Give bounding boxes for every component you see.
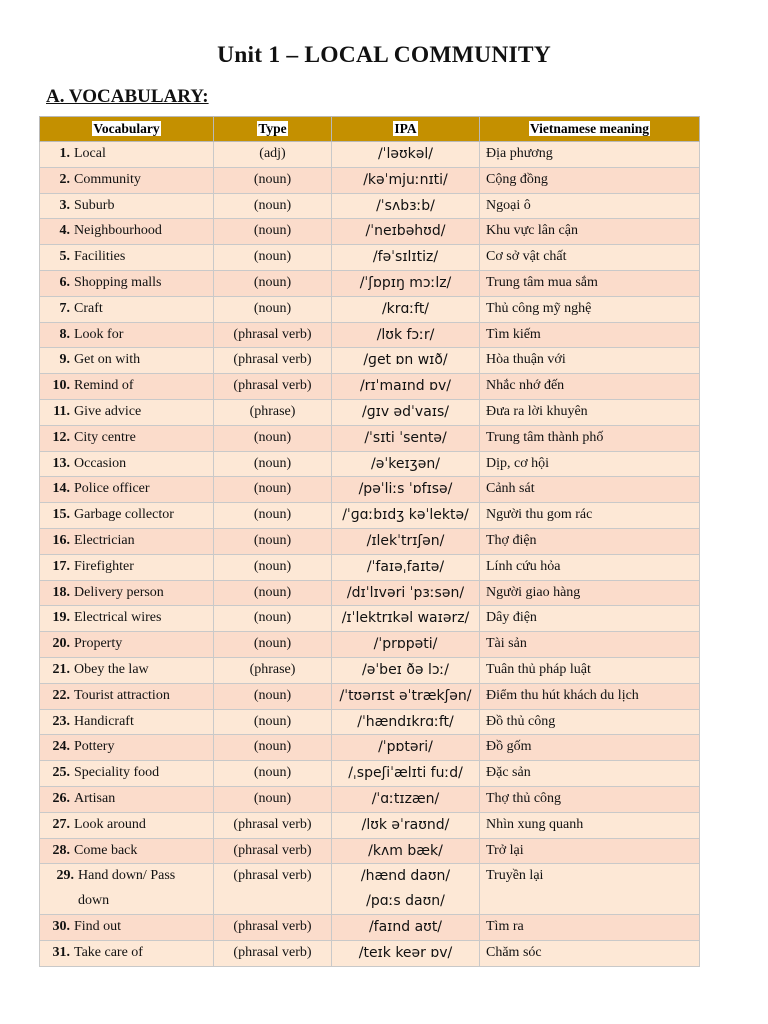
vocabulary-word: Facilities <box>74 249 126 265</box>
cell-meaning: Tìm ra <box>480 914 700 940</box>
vocabulary-word: Firefighter <box>74 558 134 574</box>
row-number: 17. <box>52 558 70 574</box>
cell-ipa: /ˈtʊərɪst əˈtrækʃən/ <box>332 683 480 709</box>
row-number: 19. <box>52 610 70 626</box>
vocabulary-word: Take care of <box>74 944 143 960</box>
cell-ipa: /ˈfaɪəˌfaɪtə/ <box>332 554 480 580</box>
row-number: 23. <box>52 713 70 729</box>
cell-meaning: Địa phương <box>480 142 700 168</box>
cell-type: (noun) <box>214 477 332 503</box>
row-number: 30. <box>52 918 70 934</box>
cell-meaning: Thợ thủ công <box>480 786 700 812</box>
vocabulary-word: Property <box>74 636 123 652</box>
cell-vocabulary <box>40 399 214 425</box>
vocabulary-table <box>39 116 700 967</box>
cell-ipa: /ɪˈlektrɪkəl waɪərz/ <box>332 606 480 632</box>
cell-ipa: /lʊk əˈraʊnd/ <box>332 812 480 838</box>
row-number: 13. <box>52 455 70 471</box>
table-row <box>40 193 700 219</box>
cell-ipa: /faɪnd aʊt/ <box>332 914 480 940</box>
cell-ipa: /krɑːft/ <box>332 296 480 322</box>
cell-meaning: Trung tâm thành phố <box>480 425 700 451</box>
cell-vocabulary <box>40 786 214 812</box>
cell-vocabulary <box>40 451 214 477</box>
table-row <box>40 864 700 915</box>
cell-type: (phrasal verb) <box>214 940 332 966</box>
cell-type: (phrasal verb) <box>214 864 332 915</box>
row-number: 14. <box>52 481 70 497</box>
cell-type: (noun) <box>214 632 332 658</box>
column-header-vocabulary: Vocabulary <box>40 117 214 142</box>
cell-type: (noun) <box>214 580 332 606</box>
cell-type: (phrase) <box>214 399 332 425</box>
cell-meaning: Nhắc nhớ đến <box>480 374 700 400</box>
row-number: 22. <box>52 687 70 703</box>
vocabulary-word: Garbage collector <box>74 507 174 523</box>
row-number: 11. <box>53 403 70 419</box>
vocabulary-word: Handicraft <box>74 713 134 729</box>
cell-vocabulary <box>40 940 214 966</box>
section-heading: A. VOCABULARY: <box>46 86 209 107</box>
cell-meaning: Cơ sở vật chất <box>480 245 700 271</box>
vocabulary-word: City centre <box>74 429 136 445</box>
vocabulary-word: Artisan <box>74 790 116 806</box>
cell-meaning: Người thu gom rác <box>480 503 700 529</box>
cell-ipa: /ˈsʌbɜːb/ <box>332 193 480 219</box>
row-number: 31. <box>52 944 70 960</box>
table-row <box>40 245 700 271</box>
cell-meaning: Cộng đồng <box>480 167 700 193</box>
cell-meaning: Dây điện <box>480 606 700 632</box>
row-number: 29. <box>56 868 74 884</box>
table-body <box>40 142 700 967</box>
ipa-line: /hænd daʊn/ <box>360 868 451 885</box>
cell-type: (noun) <box>214 296 332 322</box>
table-row <box>40 914 700 940</box>
cell-type: (phrasal verb) <box>214 348 332 374</box>
cell-ipa: /rɪˈmaɪnd ɒv/ <box>332 374 480 400</box>
cell-ipa: /ɡet ɒn wɪð/ <box>332 348 480 374</box>
cell-type: (noun) <box>214 219 332 245</box>
row-number: 18. <box>52 584 70 600</box>
table-row <box>40 503 700 529</box>
row-number: 7. <box>59 300 70 316</box>
cell-vocabulary <box>40 142 214 168</box>
cell-type: (noun) <box>214 245 332 271</box>
cell-vocabulary <box>40 245 214 271</box>
cell-type: (noun) <box>214 554 332 580</box>
cell-vocabulary <box>40 606 214 632</box>
vocabulary-word: Delivery person <box>74 584 164 600</box>
cell-meaning: Thủ công mỹ nghệ <box>480 296 700 322</box>
table-row <box>40 812 700 838</box>
cell-meaning: Trung tâm mua sắm <box>480 270 700 296</box>
cell-vocabulary <box>40 425 214 451</box>
cell-ipa: /kʌm bæk/ <box>332 838 480 864</box>
cell-vocabulary <box>40 709 214 735</box>
vocabulary-word: Electrical wires <box>74 610 162 626</box>
cell-meaning: Tài sản <box>480 632 700 658</box>
row-number: 15. <box>52 507 70 523</box>
cell-vocabulary <box>40 580 214 606</box>
vocabulary-word: Get on with <box>74 352 141 368</box>
cell-meaning: Đồ thủ công <box>480 709 700 735</box>
vocabulary-word: Electrician <box>74 532 135 548</box>
cell-type: (noun) <box>214 786 332 812</box>
cell-type: (phrase) <box>214 657 332 683</box>
table-row <box>40 477 700 503</box>
table-row <box>40 554 700 580</box>
table-row <box>40 348 700 374</box>
table-row <box>40 657 700 683</box>
cell-type: (adj) <box>214 142 332 168</box>
cell-vocabulary <box>40 838 214 864</box>
table-row <box>40 399 700 425</box>
cell-vocabulary <box>40 528 214 554</box>
cell-meaning: Ngoại ô <box>480 193 700 219</box>
cell-meaning: Truyền lại <box>480 864 700 915</box>
ipa-line: /pɑːs daʊn/ <box>366 893 445 910</box>
table-row <box>40 451 700 477</box>
cell-type: (noun) <box>214 528 332 554</box>
vocabulary-word: Pottery <box>74 739 115 755</box>
cell-type: (phrasal verb) <box>214 838 332 864</box>
table-row <box>40 786 700 812</box>
row-number: 6. <box>59 274 70 290</box>
cell-ipa <box>332 864 480 915</box>
cell-vocabulary <box>40 761 214 787</box>
cell-ipa: /ˈprɒpəti/ <box>332 632 480 658</box>
cell-meaning: Cảnh sát <box>480 477 700 503</box>
cell-ipa: /ˈləʊkəl/ <box>332 142 480 168</box>
cell-type: (noun) <box>214 503 332 529</box>
cell-type: (phrasal verb) <box>214 374 332 400</box>
table-row <box>40 270 700 296</box>
cell-type: (noun) <box>214 709 332 735</box>
cell-meaning: Thợ điện <box>480 528 700 554</box>
cell-type: (noun) <box>214 270 332 296</box>
table-row <box>40 167 700 193</box>
vocabulary-word: Remind of <box>74 378 134 394</box>
row-number: 12. <box>52 429 70 445</box>
vocabulary-word: Neighbourhood <box>74 223 162 239</box>
vocabulary-word: Shopping malls <box>74 274 162 290</box>
column-header-type: Type <box>214 117 332 142</box>
table-row <box>40 142 700 168</box>
cell-vocabulary <box>40 167 214 193</box>
vocabulary-word: Look around <box>74 816 146 832</box>
table-row <box>40 761 700 787</box>
cell-type: (noun) <box>214 193 332 219</box>
row-number: 2. <box>59 171 70 187</box>
cell-ipa: /fəˈsɪlɪtiz/ <box>332 245 480 271</box>
cell-vocabulary <box>40 632 214 658</box>
cell-meaning: Chăm sóc <box>480 940 700 966</box>
vocabulary-word: Craft <box>74 300 103 316</box>
cell-type: (noun) <box>214 167 332 193</box>
row-number: 9. <box>59 352 70 368</box>
table-row <box>40 735 700 761</box>
table-row <box>40 296 700 322</box>
cell-meaning: Đưa ra lời khuyên <box>480 399 700 425</box>
table-row <box>40 632 700 658</box>
cell-meaning: Hòa thuận với <box>480 348 700 374</box>
cell-meaning: Trở lại <box>480 838 700 864</box>
cell-type: (noun) <box>214 683 332 709</box>
cell-vocabulary <box>40 322 214 348</box>
vocabulary-word: Police officer <box>74 481 150 497</box>
cell-ipa: /ˌspeʃiˈælɪti fuːd/ <box>332 761 480 787</box>
cell-ipa: /əˈbeɪ ðə lɔː/ <box>332 657 480 683</box>
table-row <box>40 580 700 606</box>
cell-ipa: /əˈkeɪʒən/ <box>332 451 480 477</box>
cell-vocabulary <box>40 864 214 915</box>
column-header-meaning: Vietnamese meaning <box>480 117 700 142</box>
cell-type: (noun) <box>214 451 332 477</box>
vocabulary-word: Community <box>74 171 141 187</box>
row-number: 16. <box>52 532 70 548</box>
table-row <box>40 709 700 735</box>
cell-vocabulary <box>40 735 214 761</box>
row-number: 4. <box>59 223 70 239</box>
cell-ipa: /ɡɪv ədˈvaɪs/ <box>332 399 480 425</box>
table-row <box>40 528 700 554</box>
table-row <box>40 425 700 451</box>
cell-ipa: /ˈpɒtəri/ <box>332 735 480 761</box>
cell-type: (noun) <box>214 606 332 632</box>
vocabulary-word: Local <box>74 146 106 161</box>
row-number: 5. <box>59 249 70 265</box>
cell-vocabulary <box>40 914 214 940</box>
cell-ipa: /ˈʃɒpɪŋ mɔːlz/ <box>332 270 480 296</box>
cell-vocabulary <box>40 683 214 709</box>
cell-meaning: Dịp, cơ hội <box>480 451 700 477</box>
row-number: 10. <box>52 378 70 394</box>
cell-ipa: /ˈɑːtɪzæn/ <box>332 786 480 812</box>
cell-vocabulary <box>40 812 214 838</box>
table-row <box>40 838 700 864</box>
column-header-ipa: IPA <box>332 117 480 142</box>
cell-meaning: Tuân thủ pháp luật <box>480 657 700 683</box>
vocabulary-word: Obey the law <box>74 661 149 677</box>
cell-vocabulary <box>40 219 214 245</box>
cell-type: (noun) <box>214 425 332 451</box>
vocabulary-word: Hand down/ Pass down <box>78 868 176 909</box>
cell-ipa: /ˈɡɑːbɪdʒ kəˈlektə/ <box>332 503 480 529</box>
cell-vocabulary <box>40 296 214 322</box>
table-row <box>40 322 700 348</box>
vocabulary-word: Speciality food <box>74 765 160 781</box>
vocabulary-word: Occasion <box>74 455 127 471</box>
cell-type: (phrasal verb) <box>214 914 332 940</box>
row-number: 24. <box>52 739 70 755</box>
cell-type: (noun) <box>214 735 332 761</box>
cell-vocabulary <box>40 374 214 400</box>
cell-meaning: Đặc sản <box>480 761 700 787</box>
cell-ipa: /lʊk fɔːr/ <box>332 322 480 348</box>
table-header-row <box>40 117 700 142</box>
row-number: 21. <box>52 661 70 677</box>
cell-vocabulary <box>40 554 214 580</box>
cell-meaning: Lính cứu hỏa <box>480 554 700 580</box>
cell-meaning: Người giao hàng <box>480 580 700 606</box>
vocabulary-word: Tourist attraction <box>74 687 170 703</box>
cell-ipa: /dɪˈlɪvəri ˈpɜːsən/ <box>332 580 480 606</box>
cell-vocabulary <box>40 270 214 296</box>
vocabulary-word: Look for <box>74 326 124 342</box>
vocabulary-word: Come back <box>74 842 138 858</box>
cell-vocabulary <box>40 193 214 219</box>
row-number: 8. <box>59 326 70 342</box>
cell-ipa: /ˈneɪbəhʊd/ <box>332 219 480 245</box>
vocabulary-word: Suburb <box>74 197 115 213</box>
table-row <box>40 683 700 709</box>
cell-ipa: /pəˈliːs ˈɒfɪsə/ <box>332 477 480 503</box>
cell-ipa: /kəˈmjuːnɪti/ <box>332 167 480 193</box>
row-number: 27. <box>52 816 70 832</box>
table-row <box>40 606 700 632</box>
cell-type: (phrasal verb) <box>214 812 332 838</box>
cell-vocabulary <box>40 503 214 529</box>
row-number: 3. <box>59 197 70 213</box>
cell-meaning: Điểm thu hút khách du lịch <box>480 683 700 709</box>
cell-meaning: Tìm kiếm <box>480 322 700 348</box>
cell-meaning: Đồ gốm <box>480 735 700 761</box>
cell-ipa: /ɪlekˈtrɪʃən/ <box>332 528 480 554</box>
cell-ipa: /ˈsɪti ˈsentə/ <box>332 425 480 451</box>
table-row <box>40 940 700 966</box>
vocabulary-word: Give advice <box>74 403 142 419</box>
cell-ipa: /ˈhændɪkrɑːft/ <box>332 709 480 735</box>
row-number: 25. <box>52 765 70 781</box>
vocabulary-word: Find out <box>74 918 122 934</box>
table-row <box>40 374 700 400</box>
cell-meaning: Nhìn xung quanh <box>480 812 700 838</box>
page-title: Unit 1 – LOCAL COMMUNITY <box>217 42 551 68</box>
row-number: 20. <box>52 636 70 652</box>
row-number: 26. <box>52 790 70 806</box>
cell-type: (noun) <box>214 761 332 787</box>
row-number: 28. <box>52 842 70 858</box>
table-row <box>40 219 700 245</box>
row-number: 1. <box>59 146 70 161</box>
cell-vocabulary <box>40 657 214 683</box>
cell-vocabulary <box>40 477 214 503</box>
cell-meaning: Khu vực lân cận <box>480 219 700 245</box>
cell-vocabulary <box>40 348 214 374</box>
cell-ipa: /teɪk keər ɒv/ <box>332 940 480 966</box>
cell-type: (phrasal verb) <box>214 322 332 348</box>
